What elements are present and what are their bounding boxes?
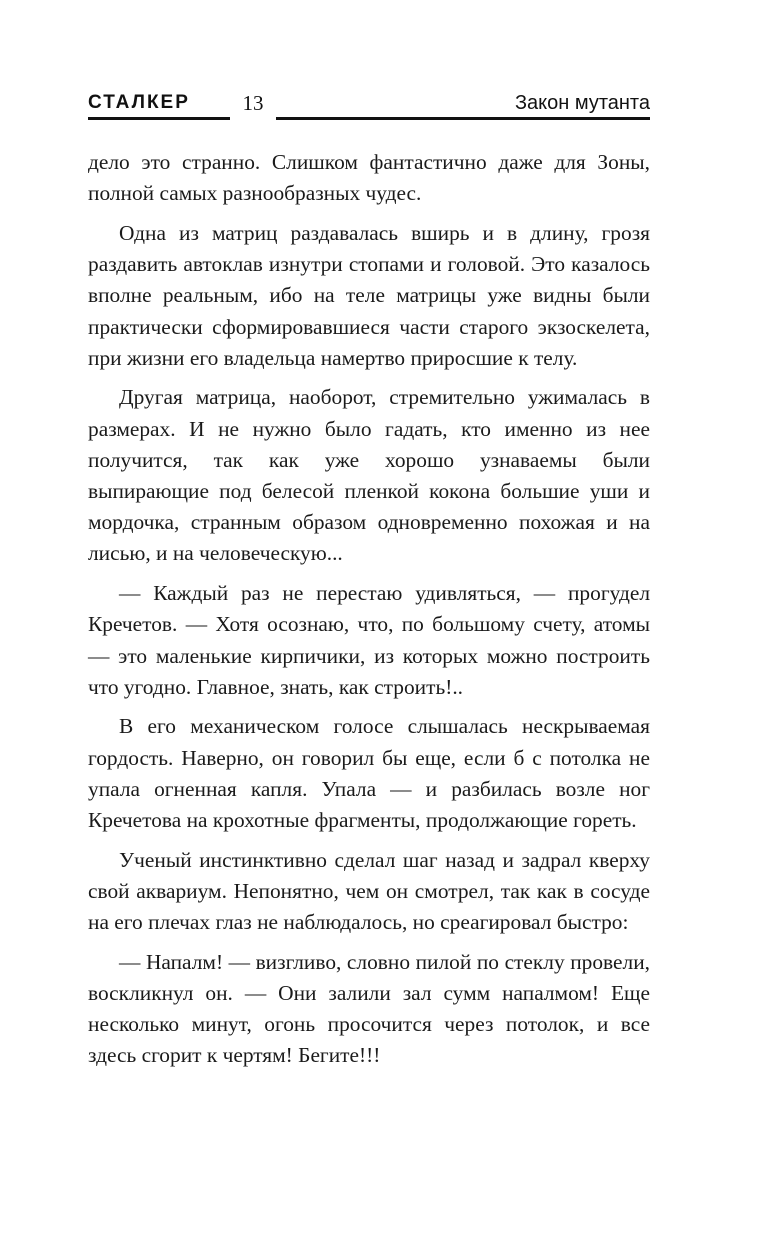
paragraph: Одна из матриц раздавалась вширь и в длину, грозя раздавить автоклав изнутри стопами и головой. Это казалось вполне реальным, ибо на теле матрицы уже видны были практически сформировавшиеся части старого экзоскелета, при жизни его владельца намертво приросшие к телу.: [88, 220, 650, 370]
series-title: СТАЛКЕР: [88, 92, 190, 113]
paragraph: Ученый инстинктивно сделал шаг назад и задрал кверху свой аквариум. Непонятно, чем он смотрел, так как в сосуде на его плечах глаз не наблюдалось, но среагировал быстро:: [88, 847, 650, 935]
paragraph: Другая матрица, наоборот, стремительно ужималась в размерах. И не нужно было гадать, кто именно из нее получится, так как уже хорошо узнаваемы были выпирающие под белесой пленкой кокона большие уши и мордочка, странным образом одновременно похожая и на лисью, и на человеческую...: [88, 385, 650, 566]
header-rule-right: [276, 117, 650, 120]
header-rule-left: [88, 117, 230, 120]
paragraph: — Напалм! — визгливо, словно пилой по стеклу провели, воскликнул он. — Они залили зал сумм напалмом! Еще несколько минут, огонь просочится через потолок, и все здесь сгорит к чертям! Бегите!!!: [88, 949, 650, 1068]
page-number: 13: [242, 91, 264, 115]
paragraph: — Каждый раз не перестаю удивляться, — прогудел Кречетов. — Хотя осознаю, что, по большому счету, атомы — это маленькие кирпичики, из которых можно построить что угодно. Главное, знать, как строить!..: [88, 581, 650, 699]
body-text: [88, 147, 650, 1080]
paragraph: В его механическом голосе слышалась нескрываемая гордость. Наверно, он говорил бы еще, если б с потолка не упала огненная капля. Упала — и разбилась возле ног Кречетова на крохотные фрагменты, продолжающие гореть.: [88, 714, 650, 833]
paragraph: дело это странно. Слишком фантастично даже для Зоны, полной самых разнообразных чудес.: [88, 150, 650, 206]
page-header: [88, 92, 650, 122]
running-title: Закон мутанта: [514, 92, 650, 114]
